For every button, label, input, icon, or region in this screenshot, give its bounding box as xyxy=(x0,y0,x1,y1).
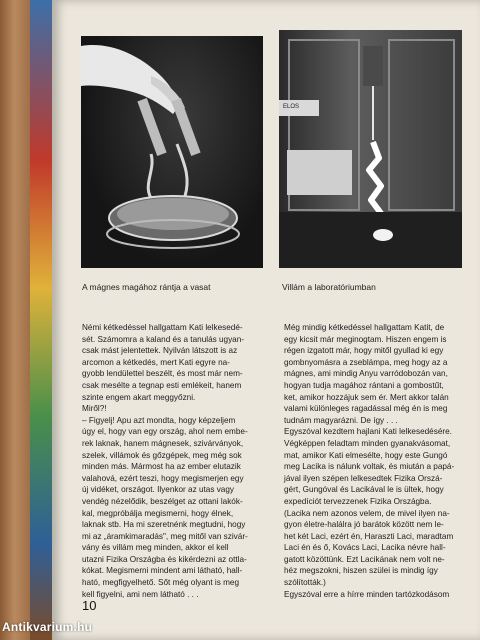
text-line: gyobb lendülettel beszélt, és most már nem- xyxy=(82,369,243,379)
text-line: szólították.) xyxy=(284,578,326,588)
text-line: csak mesélte a tegnap esti emlékeit, hanem xyxy=(82,380,242,390)
lightning-illustration xyxy=(279,30,462,268)
text-line: Egyszóval erre a hírre minden tartózkodásom xyxy=(284,589,450,599)
text-line: (Lacika nem azonos velem, de mivel ilyen na- xyxy=(284,508,450,518)
text-line: Még mindig kétkedéssel hallgattam Katit, de xyxy=(284,323,445,332)
book-page xyxy=(52,0,480,640)
text-line: hogyan tudja magához rántani a gombostűt, xyxy=(284,380,444,390)
text-line: kell figyelni, ami nem látható . . . xyxy=(82,589,199,599)
text-line: mágnes, ami mindig Anyu varródobozán van, xyxy=(284,369,448,379)
text-line: rek laknak, hanem mágnesek, szivárványok, xyxy=(82,438,244,448)
text-line: új vidéket, országot. Ilyenkor az utas vagy xyxy=(82,485,235,495)
text-line: kókat. Megismerni mindent ami látható, hall- xyxy=(82,566,243,576)
text-line: gombnyomásra a zseblámpa, meg hogy az a xyxy=(284,357,448,367)
text-line: expedíciót tervezzenek Fizika Országba. xyxy=(284,496,432,506)
text-line: laknak stb. Ha mi szeretnénk megtudni, hogy xyxy=(82,520,246,530)
text-line: héz megszokni, hiszen szülei is mindig így xyxy=(284,566,438,576)
text-line: egy kicsit már meginogtam. Hiszen engem is xyxy=(284,334,447,344)
text-line: tudnám magyarázni. De így . . . xyxy=(284,415,398,425)
text-line: szelek, villámok és gőzgépek, meg még sok xyxy=(82,450,242,460)
text-line: kal, megpróbálja megismerni, hogy élnek, xyxy=(82,508,234,518)
text-line: minden más. Mármost ha az ember elutazik xyxy=(82,462,241,472)
text-line: Némi kétkedéssel hallgattam Kati lelkesedé- xyxy=(82,323,243,332)
text-line: régen izgatott már, hogy mitől gyullad ki egy xyxy=(284,346,444,356)
text-line: Miről?! xyxy=(82,404,107,414)
caption-lightning: Villám a laboratóriumban xyxy=(282,282,376,292)
page-number: 10 xyxy=(82,598,97,613)
text-line: szinte engem akart meggyőzni. xyxy=(82,392,196,402)
text-line: Egyszóval kezdtem hajlani Kati lelkesedésére. xyxy=(284,427,452,437)
text-line: sét. Számomra a kaland és a tanulás ugyan- xyxy=(82,334,245,344)
text-line: gért, Gungóval és Lacikával le is ültek, hogy xyxy=(284,485,444,495)
right-text-column xyxy=(284,322,466,600)
text-line: mat, amikor Kati elmesélte, hogy este Gungó xyxy=(284,450,448,460)
text-line: het két Laci, ezért én, Haraszti Laci, maradtam xyxy=(284,531,454,541)
left-text-column xyxy=(82,322,268,600)
text-line: valami különleges ragadással még én is meg xyxy=(284,404,448,414)
text-line: – Figyelj! Apu azt mondta, hogy képzeljem xyxy=(82,415,236,425)
watermark: Antikvarium.hu xyxy=(2,620,93,634)
text-line: Végképpen feladtam minden gyanakvásomat, xyxy=(284,438,451,448)
photo-magnet xyxy=(81,36,263,268)
photo-lightning xyxy=(279,30,462,268)
text-line: meg Lacika is nálunk voltak, és miután a papá- xyxy=(284,462,455,472)
text-line: vendég nézelődik, beszélget az ottani lakók- xyxy=(82,496,243,506)
book-spine xyxy=(0,0,32,640)
text-line: ket, amikor hozzájuk sem ér. Mert akkor talán xyxy=(284,392,449,402)
text-line: arcomon a kétkedés, mert Kati egyre na- xyxy=(82,357,230,367)
caption-magnet: A mágnes magához rántja a vasat xyxy=(82,282,211,292)
text-line: ható, megfigyelhető. Sőt még olyant is meg xyxy=(82,578,240,588)
text-line: mi az „áramkimaradás", meg mitől van szivár- xyxy=(82,531,248,541)
text-line: utazni Fizika Országba és kikérdezni az ottla- xyxy=(82,554,247,564)
text-line: úgy el, hogy van egy ország, ahol nem embe- xyxy=(82,427,248,437)
book-cover-edge xyxy=(30,0,54,640)
text-line: gatott közöttünk. Ezt Lacikának nem volt ne- xyxy=(284,554,445,564)
text-line: gyon életre-halálra jó barátok között nem le- xyxy=(284,520,444,530)
text-line: jával ilyen szépen lelkesedtek Fizika Orszá- xyxy=(284,473,443,483)
text-line: valahová, ezért teszi, hogy megismerjen egy xyxy=(82,473,244,483)
text-line: Laci én és ő, Kovács Laci, Lacika névre hall- xyxy=(284,543,446,553)
text-line: vány és villám meg minden, akkor el kell xyxy=(82,543,229,553)
magnet-illustration xyxy=(81,36,263,268)
text-line: csak mást jelentettek. Nyilván látszott is az xyxy=(82,346,238,356)
photo-label: ELOS xyxy=(283,104,300,110)
